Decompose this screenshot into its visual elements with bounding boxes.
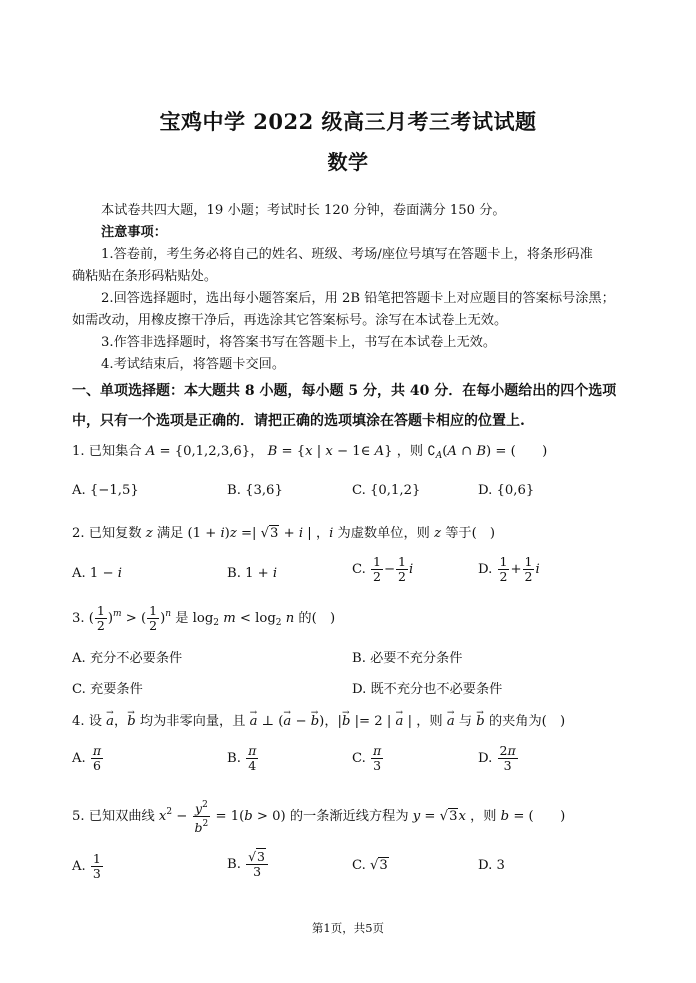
question-5: [72, 798, 565, 835]
q5-hyperbola: $x^2$ − $\frac{y^2}{b^2}$ = 1(b > 0): [158, 800, 286, 835]
q1-option-a: A. {−1,5}: [72, 483, 139, 498]
q3-stem-b: 是: [175, 611, 189, 626]
q2-stem-c: ，: [315, 526, 330, 541]
q2-stem-b: 满足: [156, 526, 184, 541]
q5-stem-b: 的一条渐近线方程为: [289, 809, 409, 824]
q1-option-c: C. {0,1,2}: [352, 483, 421, 498]
q4-option-b: B. $\frac{\pi}{4}$: [227, 743, 257, 773]
q5-b-expr: b = ( ): [500, 809, 566, 824]
q3-option-d: D. 既不充分也不必要条件: [352, 682, 503, 697]
page-footer: 第1页，共5页: [311, 921, 385, 935]
q3-inequality: 3. ( $\frac{1}{2}$ )$^m$ > ( $\frac{1}{2}$ )$^n$: [72, 603, 172, 633]
q4-stem-c: ，则: [416, 714, 443, 729]
q5-stem-a: 5. 已知双曲线: [72, 809, 155, 824]
notice-line: 3.作答非选择题时，将答案书写在答题卡上，书写在本试卷上无效。: [101, 335, 497, 350]
question-3: [72, 603, 335, 634]
notice-line: 4.考试结束后，将答题卡交回。: [101, 357, 286, 372]
q1-set-a: A = {0,1,2,3,6}: [145, 444, 251, 459]
q1-stem-a: 1. 已知集合: [72, 444, 142, 459]
q1-option-d: D. {0,6}: [478, 483, 535, 498]
q4-stem-a: 4. 设: [72, 714, 102, 729]
q2-stem-d: 为虚数单位，则: [337, 526, 430, 541]
q5-asymptote: y = √3x: [412, 809, 466, 824]
q2-equation: (1 + i)z =| √3 + i |: [187, 526, 312, 541]
q2-option-a: A. 1 − i: [72, 566, 122, 581]
q2-stem-a: 2. 已知复数: [72, 526, 142, 541]
q3-log: $\log_2 m < \log_2 n$: [192, 611, 295, 628]
q2-option-d: D. $\frac{1}{2}$ + $\frac{1}{2}$ i: [478, 554, 540, 584]
notice-line: 1.答卷前，考生务必将自己的姓名、班级、考场/座位号填写在答题卡上，将条形码准: [101, 247, 593, 262]
q2-option-b: B. 1 + i: [227, 566, 278, 581]
q2-stem-e: 等于( ): [445, 526, 496, 541]
exam-title: 宝鸡中学 2022 级高三月考三考试试题: [159, 109, 537, 134]
notice-line: 如需改动，用橡皮擦干净后，再选涂其它答案标号。涂写在本试卷上无效。: [72, 313, 508, 328]
q4-perp: → a ⊥ (→ a − → b)，|→ b |= 2 | → a |: [250, 714, 412, 729]
notice-line: 2.回答选择题时，选出每小题答案后，用 2B 铅笔把答题卡上对应题目的答案标号涂黑；: [101, 291, 615, 306]
q4-option-a: A. $\frac{\pi}{6}$: [72, 743, 102, 773]
question-1: 1. 已知集合 A = {0,1,2,3,6}， B = {x | x − 1∈ A} ，则 $∁_A(A$ ∩ B) = ( ): [72, 444, 548, 461]
q1-stem-b: ，则: [396, 444, 424, 459]
section-heading-line1: 一、单项选择题：本大题共 8 小题，每小题 5 分，共 40 分．在每小题给出的四个选项: [72, 383, 617, 399]
q5-option-d: D. 3: [478, 858, 505, 873]
question-4: 4. 设 → a，→ b 均为非零向量，且 → a ⊥ (→ a − → b)，|→ b |= 2 | → a | ，则 → a 与 → b 的夹角为( ): [72, 711, 565, 733]
notice-label: 注意事项：: [101, 225, 167, 240]
q4-stem-e: 的夹角为( ): [488, 714, 566, 729]
exam-summary: 本试卷共四大题，19 小题；考试时长 120 分钟，卷面满分 150 分。: [101, 203, 506, 218]
subject-title: 数学: [327, 150, 369, 174]
q3-stem-c: 的( ): [298, 611, 336, 626]
q3-option-b: B. 必要不充分条件: [352, 651, 463, 666]
q2-option-c: C. $\frac{1}{2}$ − $\frac{1}{2}$ i: [352, 554, 414, 584]
q4-option-c: C. $\frac{\pi}{3}$: [352, 743, 382, 773]
q5-option-c: C. √3: [352, 858, 388, 873]
q5-option-a: A. $\frac{1}{3}$: [72, 851, 101, 881]
section-heading-line2: 中，只有一个选项是正确的．请把正确的选项填涂在答题卡相应的位置上.: [72, 413, 525, 429]
question-2: 2. 已知复数 z 满足 (1 + i)z =| √3 + i | ，i 为虚数单位，则 z 等于( ): [72, 526, 496, 541]
q5-stem-c: ，则: [470, 809, 497, 824]
q4-option-d: D. $\frac{2\pi}{3}$: [478, 743, 516, 773]
q1-option-b: B. {3,6}: [227, 483, 283, 498]
q1-set-b: B = {x | x − 1∈ A}: [267, 444, 393, 459]
q4-stem-b: 均为非零向量，且: [139, 714, 246, 729]
q4-stem-d: 与: [458, 714, 473, 729]
notice-line: 确粘贴在条形码粘贴处。: [72, 269, 218, 284]
q3-option-a: A. 充分不必要条件: [72, 651, 183, 666]
q5-option-b: B. $\frac{√3}{3}$: [227, 850, 269, 879]
q1-expr: $∁_A(A$ ∩ B) = ( ): [427, 444, 548, 461]
q3-option-c: C. 充要条件: [72, 682, 143, 697]
